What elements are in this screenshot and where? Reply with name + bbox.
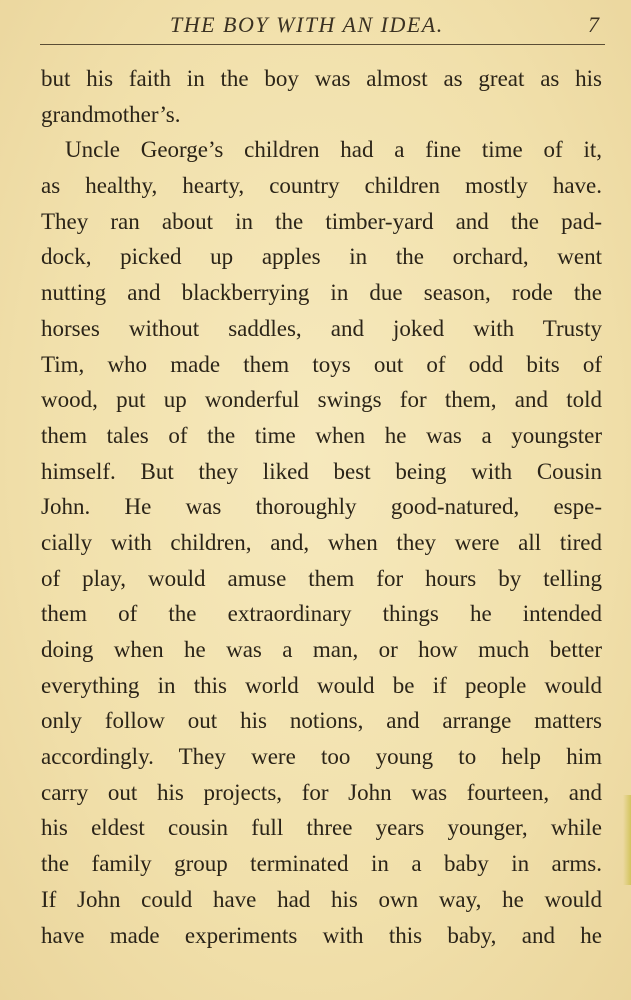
page-edge-stain bbox=[623, 795, 631, 885]
text-line: but his faith in the boy was almost as great as his bbox=[41, 66, 602, 91]
text-line: cially with children, and, when they were all tired bbox=[41, 529, 602, 555]
text-line: John. He was thoroughly good-natured, espe- bbox=[41, 494, 602, 520]
text-line: himself. But they liked best being with Cousin bbox=[41, 458, 602, 484]
text-line: accordingly. They were too young to help him bbox=[41, 744, 602, 770]
text-line: grandmother’s. bbox=[41, 101, 181, 127]
text-line: as healthy, hearty, country children mostly have. bbox=[41, 173, 602, 199]
text-line: nutting and blackberrying in due season, rode the bbox=[41, 280, 602, 306]
text-line: doing when he was a man, or how much better bbox=[41, 637, 602, 662]
page-header bbox=[0, 6, 631, 42]
text-line: horses without saddles, and joked with Trusty bbox=[41, 315, 602, 341]
page-number: 7 bbox=[588, 12, 599, 37]
text-line: everything in this world would be if people would bbox=[41, 672, 602, 698]
text-line: them tales of the time when he was a youngster bbox=[41, 422, 602, 448]
text-line: dock, picked up apples in the orchard, went bbox=[41, 244, 602, 270]
text-line: Uncle George’s children had a fine time of it, bbox=[65, 137, 602, 163]
text-line: They ran about in the timber-yard and the pad- bbox=[41, 208, 602, 234]
body-text bbox=[41, 61, 602, 953]
header-rule bbox=[40, 44, 605, 45]
text-line: have made experiments with this baby, and he bbox=[41, 922, 602, 948]
running-title: THE BOY WITH AN IDEA. bbox=[170, 12, 444, 37]
text-line: the family group terminated in a baby in arms. bbox=[41, 851, 602, 877]
text-line: If John could have had his own way, he would bbox=[41, 886, 602, 912]
text-line: only follow out his notions, and arrange matters bbox=[41, 708, 602, 734]
text-line: carry out his projects, for John was fourteen, and bbox=[41, 779, 602, 805]
text-line: them of the extraordinary things he intended bbox=[41, 601, 602, 627]
text-line: his eldest cousin full three years younger, while bbox=[41, 815, 602, 841]
text-line: wood, put up wonderful swings for them, and told bbox=[41, 387, 602, 413]
text-line: of play, would amuse them for hours by telling bbox=[41, 565, 602, 591]
text-line: Tim, who made them toys out of odd bits of bbox=[41, 351, 602, 377]
